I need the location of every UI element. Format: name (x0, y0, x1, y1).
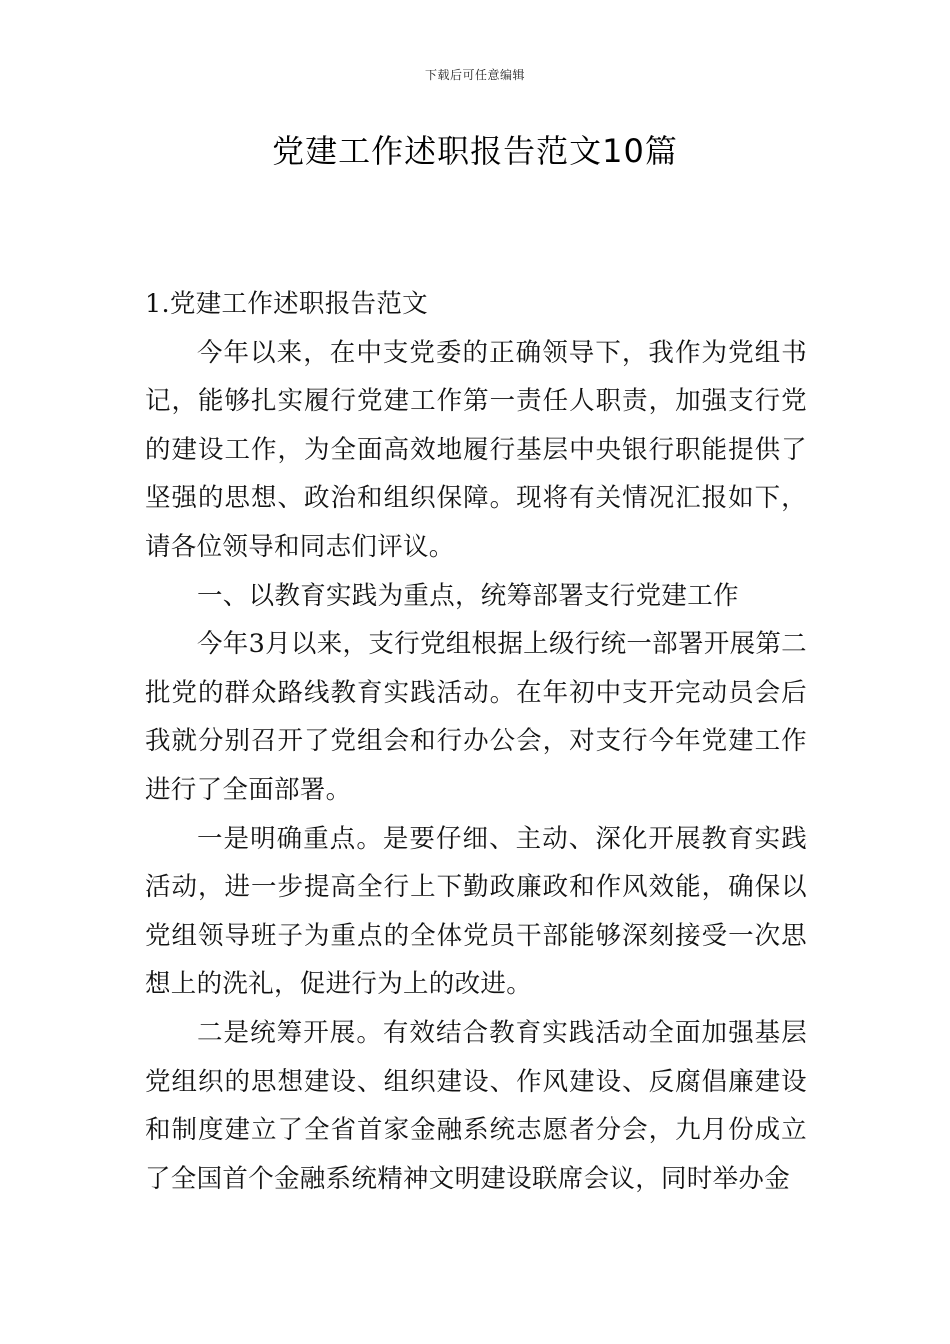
document-body (145, 280, 807, 1203)
paragraph: 一是明确重点。是要仔细、主动、深化开展教育实践活动，进一步提高全行上下勤政廉政和作风效能，确保以党组领导班子为重点的全体党员干部能够深刻接受一次思想上的洗礼，促进行为上的改进。 (145, 823, 807, 1000)
paragraph: 二是统筹开展。有效结合教育实践活动全面加强基层党组织的思想建设、组织建设、作风建设、反腐倡廉建设和制度建立了全省首家金融系统志愿者分会，九月份成立了全国首个金融系统精神文明建设联席会议，同时举办金 (145, 1017, 807, 1194)
paragraph: 今年以来，在中支党委的正确领导下，我作为党组书记，能够扎实履行党建工作第一责任人职责，加强支行党的建设工作，为全面高效地履行基层中央银行职能提供了坚强的思想、政治和组织保障。现将有关情况汇报如下，请各位领导和同志们评议。 (145, 337, 807, 562)
paragraph: 今年3月以来，支行党组根据上级行统一部署开展第二批党的群众路线教育实践活动。在年初中支开完动员会后我就分别召开了党组会和行办公会，对支行今年党建工作进行了全面部署。 (145, 629, 807, 805)
document-title: 党建工作述职报告范文10篇 (272, 132, 678, 170)
section-heading: 1.党建工作述职报告范文 (145, 289, 428, 319)
header-note: 下载后可任意编辑 (424, 68, 525, 82)
subheading: 一、以教育实践为重点，统筹部署支行党建工作 (197, 580, 739, 611)
